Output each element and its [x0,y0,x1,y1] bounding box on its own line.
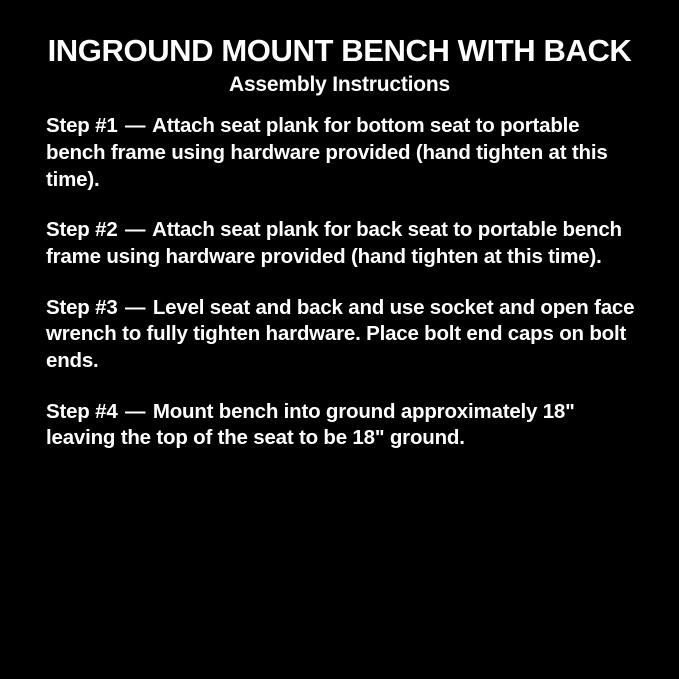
step-dash: — [125,114,146,138]
step-item [46,399,637,452]
step-dash: — [125,295,146,319]
step-item [46,113,637,193]
step-item [46,217,637,270]
step-dash: — [125,218,146,242]
step-text: Mount bench into ground approximately 18" leaving the top of the seat to be 18" ground. [46,399,575,450]
step-text: Attach seat plank for bottom seat to portable bench frame using hardware provided (hand tighten at this time). [46,114,608,191]
steps-list [30,113,649,451]
step-label: Step #4 [46,399,118,423]
step-label: Step #3 [46,295,118,319]
page-subtitle: Assembly Instructions [228,73,451,97]
page-title: INGROUND MOUNT BENCH WITH BACK [47,33,632,68]
step-label: Step #1 [46,114,118,138]
step-dash: — [125,399,146,423]
step-text: Level seat and back and use socket and open face wrench to fully tighten hardware. Place bolt end caps on bolt ends. [46,295,635,372]
step-item [46,295,637,375]
step-label: Step #2 [46,218,118,242]
step-text: Attach seat plank for back seat to portable bench frame using hardware provided (hand tighten at this time). [46,218,622,269]
